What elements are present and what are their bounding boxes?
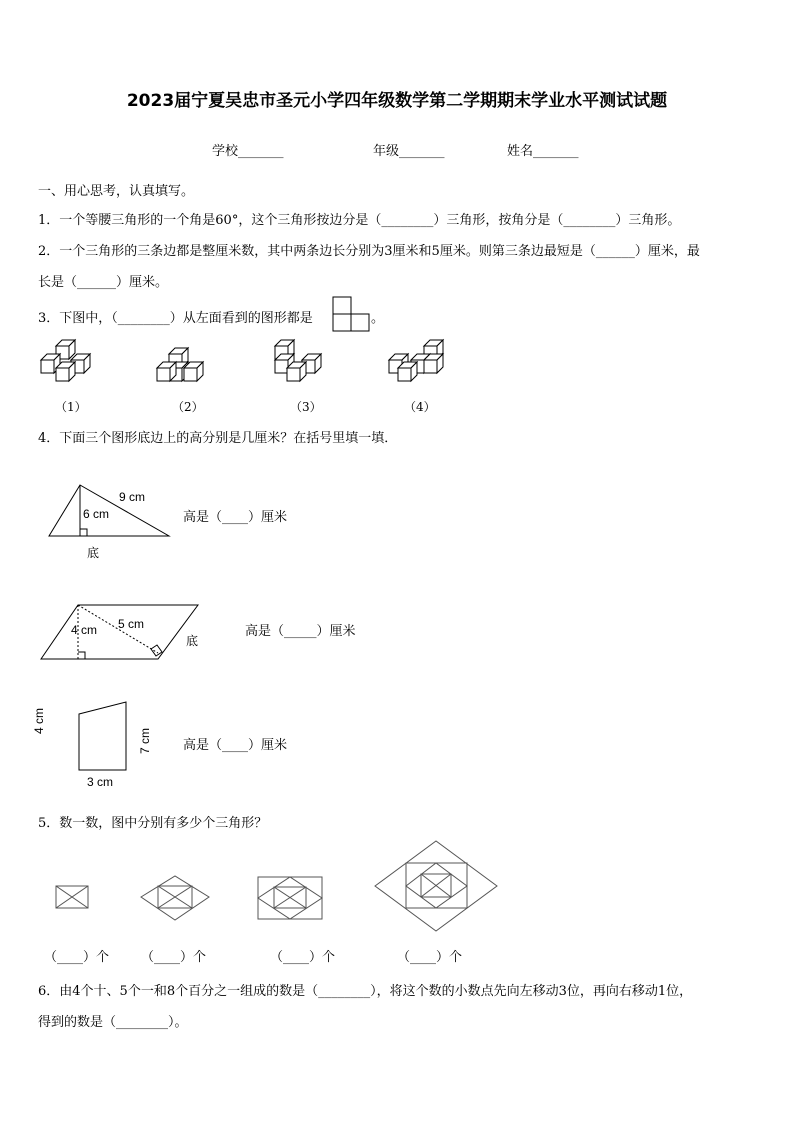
q5-answer-4: （____）个	[397, 950, 463, 965]
cube-figure-2	[154, 346, 224, 396]
counting-figure-3	[257, 876, 327, 922]
section-heading: 一、用心思考，认真填写。	[38, 184, 195, 199]
cube-face	[184, 368, 197, 381]
trapezoid-left-label: 4 cm	[32, 707, 46, 734]
question-6-line-2: 得到的数是（________）。	[38, 1015, 188, 1030]
cube-face	[398, 368, 411, 381]
question-4: 4．下面三个图形底边上的高分别是几厘米？在括号里填一填．	[38, 431, 398, 446]
triangle-height-label: 6 cm	[83, 507, 110, 521]
figure-label-4: （4）	[404, 400, 436, 414]
answer-parallelogram-height: 高是（_____）厘米	[245, 624, 356, 639]
cube-figure-4	[386, 340, 456, 396]
parallelogram-base-label: 底	[186, 634, 199, 648]
q5-answer-1: （____）个	[44, 950, 110, 965]
cube-face	[41, 360, 54, 373]
trapezoid-bottom-label: 3 cm	[87, 775, 114, 789]
cube-face	[157, 368, 170, 381]
question-5: 5．数一数，图中分别有多少个三角形？	[38, 816, 268, 831]
answer-trapezoid-height: 高是（____）厘米	[183, 738, 288, 753]
name-field: 姓名_______	[507, 144, 579, 159]
side-view-figure	[332, 296, 372, 336]
question-3-end: 。	[371, 311, 385, 326]
cube-figure-1	[36, 340, 106, 396]
parallelogram-height-label: 4 cm	[71, 623, 98, 637]
question-6-line-1: 6．由4个十、5个一和8个百分之一组成的数是（________），将这个数的小数点先向左移动3位，再向右移动1位，	[38, 984, 693, 999]
question-2-line-1: 2．一个三角形的三条边都是整厘米数，其中两条边长分别为3厘米和5厘米。则第三条边最短是（______）厘米，最	[38, 244, 700, 259]
cube-face	[287, 368, 300, 381]
parallelogram-figure	[38, 602, 208, 666]
question-1: 1．一个等腰三角形的一个角是60°，这个三角形按边分是（________）三角形，按角分是（________）三角形。	[38, 213, 681, 228]
q5-answer-2: （____）个	[141, 950, 207, 965]
trapezoid-figure	[76, 700, 132, 772]
figure-label-3: （3）	[290, 400, 322, 414]
figure-label-1: （1）	[55, 400, 87, 414]
cube-face	[424, 360, 437, 373]
cube-face	[275, 360, 288, 373]
grade-field: 年级_______	[373, 144, 445, 159]
figure-label-2: （2）	[172, 400, 204, 414]
triangle-base-label: 底	[87, 546, 100, 560]
triangle-side-label: 9 cm	[119, 490, 146, 504]
question-3: 3．下图中，（________）从左面看到的图形都是	[38, 311, 313, 326]
counting-figure-4	[372, 838, 500, 934]
question-2-line-2: 长是（______）厘米。	[38, 275, 169, 290]
parallelogram-side-label: 5 cm	[118, 617, 145, 631]
school-field: 学校_______	[212, 144, 284, 159]
answer-triangle-height: 高是（____）厘米	[183, 510, 288, 525]
trapezoid-right-label: 7 cm	[138, 727, 152, 754]
counting-figure-1	[55, 885, 91, 911]
page-title: 2023届宁夏吴忠市圣元小学四年级数学第二学期期末学业水平测试试题	[126, 91, 668, 111]
cube-figure-3	[272, 340, 342, 396]
q5-answer-3: （____）个	[270, 950, 336, 965]
counting-figure-2	[140, 875, 212, 923]
cube-face	[56, 368, 69, 381]
triangle-figure	[44, 480, 184, 560]
